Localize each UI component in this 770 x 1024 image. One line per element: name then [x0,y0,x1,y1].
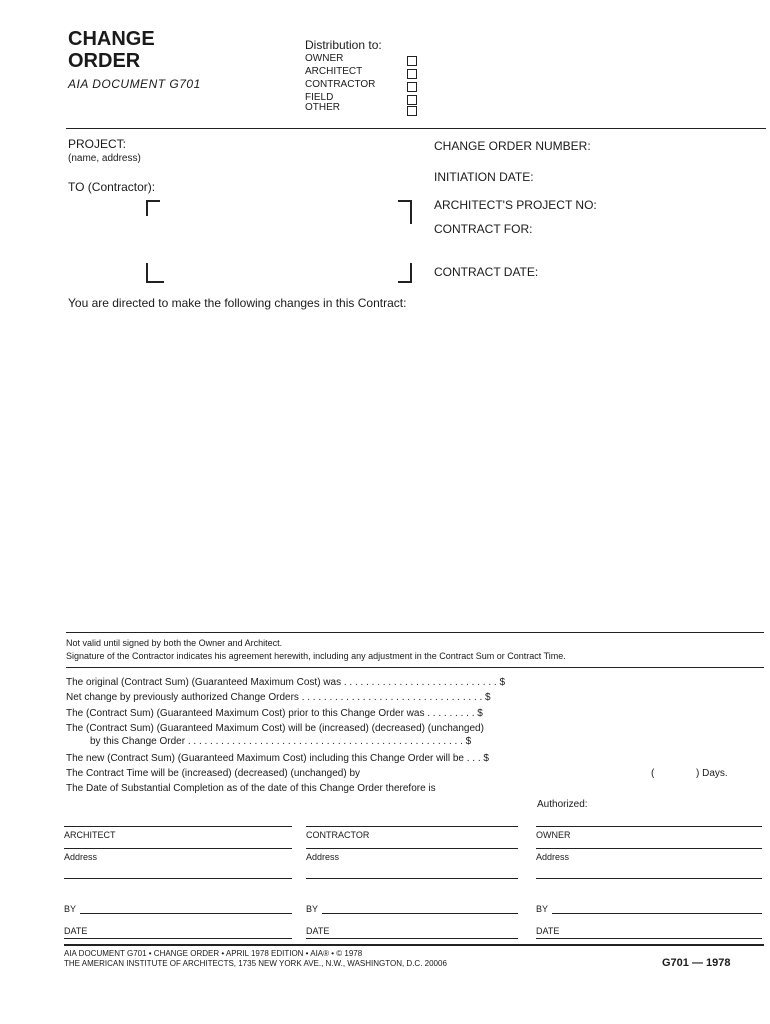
header-rule [66,128,766,129]
owner-date-line[interactable] [536,938,762,939]
checkbox-other[interactable] [407,106,417,116]
form-id: G701 — 1978 [662,957,731,969]
address-bracket-bottom-right [398,263,412,283]
owner-signature-line[interactable] [536,826,762,827]
footer-line-1: AIA DOCUMENT G701 • CHANGE ORDER • APRIL 1978 EDITION • AIA® • © 1978 [64,949,363,958]
notice-line-2: Signature of the Contractor indicates his agreement herewith, including any adjustment in the Contract Sum or Contract Time. [66,651,566,661]
contract-for-label: CONTRACT FOR: [434,222,533,236]
days-label: ) Days. [696,768,728,779]
address-bracket-top-left [146,200,160,216]
project-hint: (name, address) [68,153,141,164]
notice-rule-bottom [66,667,764,668]
net-change-line: Net change by previously authorized Change Orders . . . . . . . . . . . . . . . . . . . . . . . . . . . . . . . . . $ [66,692,491,703]
new-contract-sum-line: The new (Contract Sum) (Guaranteed Maximum Cost) including this Change Order will be . . . $ [66,753,489,764]
notice-rule-top [66,632,764,633]
architect-address-line[interactable] [64,878,292,879]
owner-address-line[interactable] [536,878,762,879]
checkbox-architect[interactable] [407,69,417,79]
owner-name-line [536,848,762,849]
architect-by-line[interactable] [80,913,292,914]
contractor-address-label: Address [306,852,340,862]
architect-label: ARCHITECT [64,830,116,840]
contractor-signature-line[interactable] [306,826,518,827]
distribution-owner-label: OWNER [305,53,344,64]
distribution-other-label: OTHER [305,102,340,113]
footer-rule [64,944,764,946]
owner-by-label: BY [536,904,549,914]
contract-time-line: The Contract Time will be (increased) (decreased) (unchanged) by [66,768,361,779]
owner-date-label: DATE [536,926,560,936]
contractor-date-label: DATE [306,926,330,936]
contractor-name-line [306,848,518,849]
contract-date-label: CONTRACT DATE: [434,265,539,279]
title-line-2: ORDER [68,50,141,72]
initiation-date-label: INITIATION DATE: [434,170,534,184]
architect-name-line [64,848,292,849]
checkbox-owner[interactable] [407,56,417,66]
directive-text: You are directed to make the following changes in this Contract: [68,296,407,310]
footer-line-2: THE AMERICAN INSTITUTE OF ARCHITECTS, 1735 NEW YORK AVE., N.W., WASHINGTON, D.C. 20006 [64,959,447,968]
owner-address-label: Address [536,852,570,862]
distribution-field-label: FIELD [305,92,334,103]
architect-address-label: Address [64,852,98,862]
address-bracket-bottom-left [146,263,164,283]
architect-signature-line[interactable] [64,826,292,827]
days-open-paren: ( [651,768,655,779]
substantial-completion-line: The Date of Substantial Completion as of the date of this Change Order therefore is [66,783,436,794]
architect-date-line[interactable] [64,938,292,939]
document-id: AIA DOCUMENT G701 [68,77,201,91]
prior-contract-sum-line: The (Contract Sum) (Guaranteed Maximum Cost) prior to this Change Order was . . . . . . . . . $ [66,708,483,719]
authorized-label: Authorized: [537,799,588,810]
checkbox-contractor[interactable] [407,82,417,92]
owner-by-line[interactable] [552,913,762,914]
owner-label: OWNER [536,830,571,840]
distribution-contractor-label: CONTRACTOR [305,79,376,90]
contractor-date-line[interactable] [306,938,518,939]
contract-sum-change-line: The (Contract Sum) (Guaranteed Maximum Cost) will be (increased) (decreased) (unchanged) [66,723,484,734]
architect-date-label: DATE [64,926,88,936]
contractor-address-line[interactable] [306,878,518,879]
contractor-by-label: BY [306,904,319,914]
by-this-change-order-line: by this Change Order . . . . . . . . . . . . . . . . . . . . . . . . . . . . . . . . . . . . . . . . . . . . . . . . . . $ [90,736,472,747]
distribution-architect-label: ARCHITECT [305,66,363,77]
original-contract-sum-line: The original (Contract Sum) (Guaranteed Maximum Cost) was . . . . . . . . . . . . . . . . . . . . . . . . . . . . $ [66,677,506,688]
architect-by-label: BY [64,904,77,914]
change-order-number-label: CHANGE ORDER NUMBER: [434,139,591,153]
checkbox-field[interactable] [407,95,417,105]
distribution-label: Distribution to: [305,38,382,52]
address-bracket-top-right [398,200,412,224]
project-label: PROJECT: [68,137,127,151]
contractor-label: CONTRACTOR [306,830,370,840]
notice-line-1: Not valid until signed by both the Owner and Architect. [66,638,283,648]
to-contractor-label: TO (Contractor): [68,180,156,194]
title-line-1: CHANGE [68,28,155,50]
architects-project-no-label: ARCHITECT'S PROJECT NO: [434,198,597,212]
contractor-by-line[interactable] [322,913,518,914]
